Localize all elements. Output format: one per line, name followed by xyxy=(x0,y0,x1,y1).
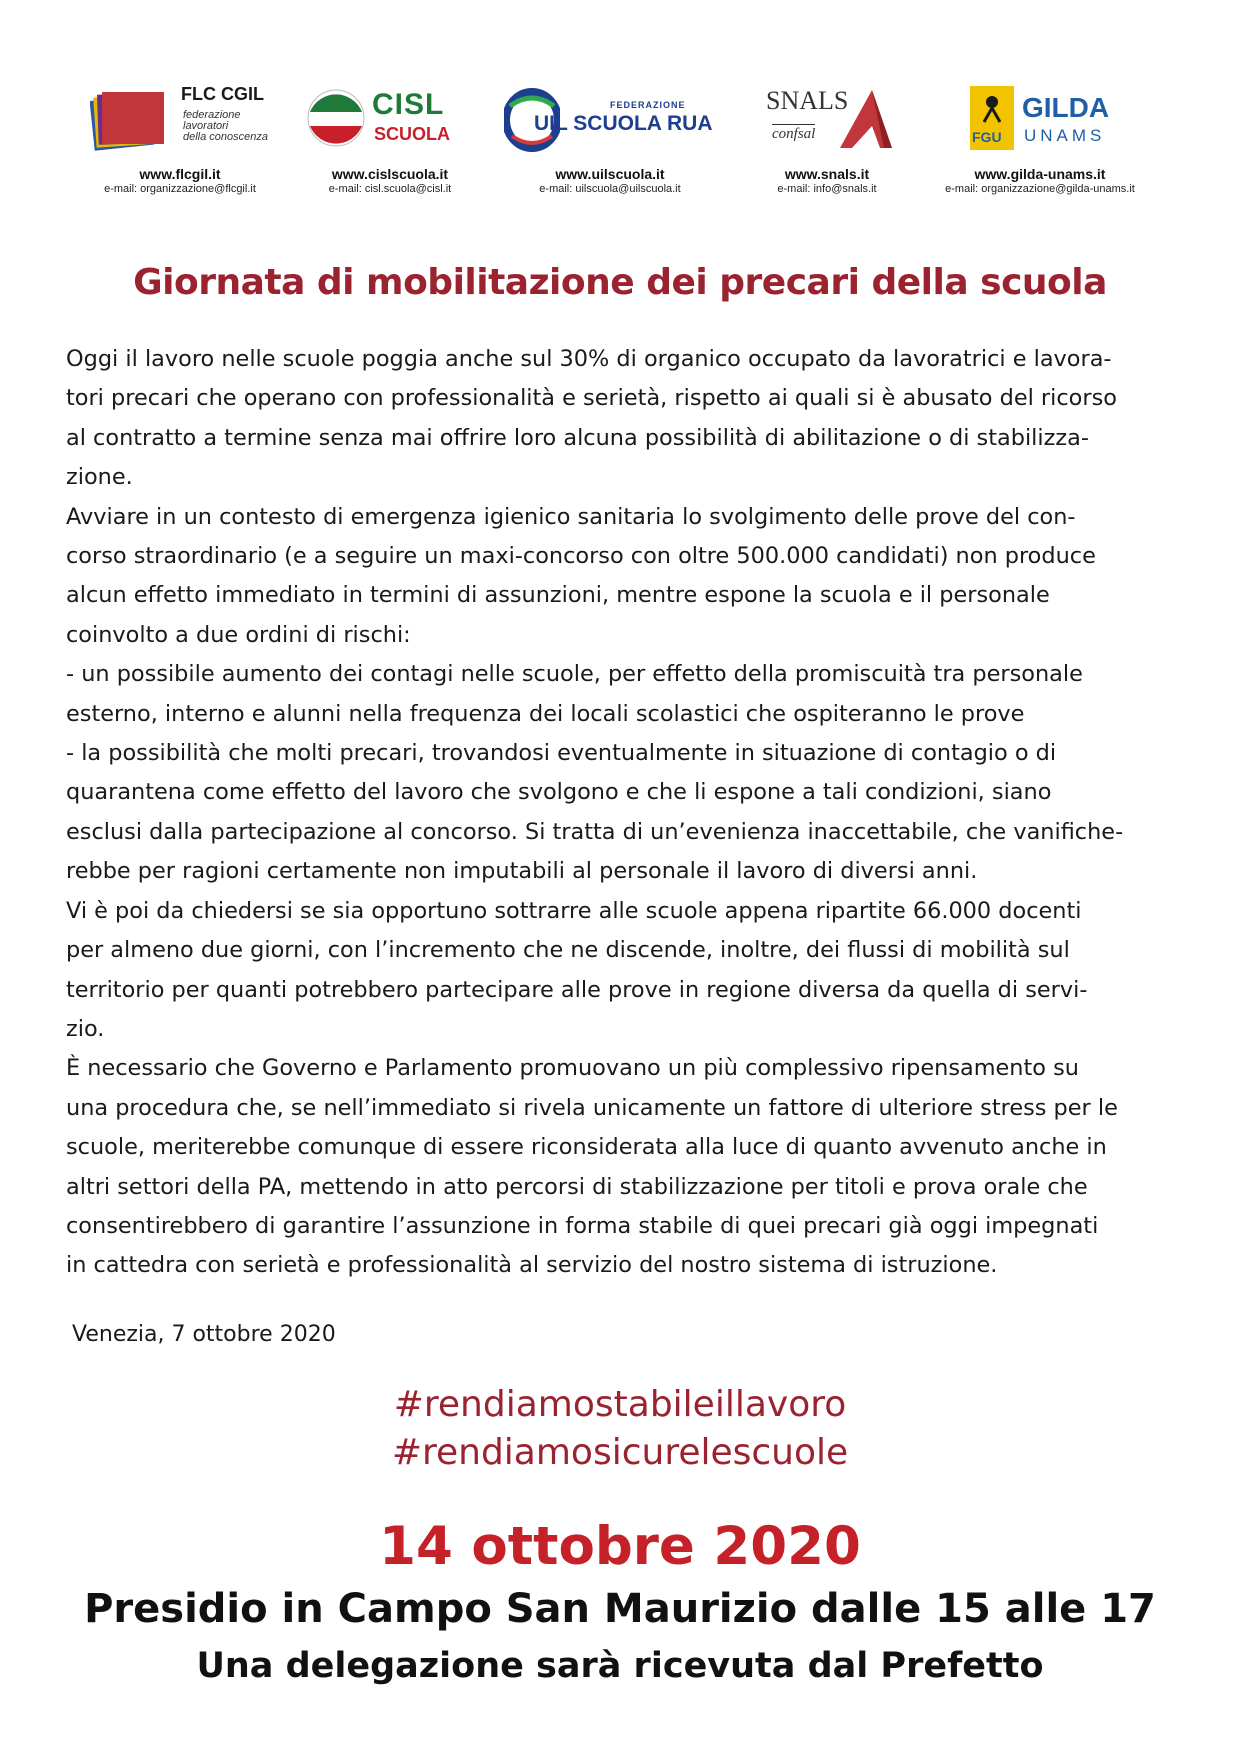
flc-cgil-block xyxy=(85,80,275,195)
snals-website[interactable]: www.snals.it xyxy=(784,166,870,182)
flc-cgil-website[interactable]: www.flcgil.it xyxy=(139,166,221,182)
snals-email[interactable]: e-mail: info@snals.it xyxy=(777,183,877,195)
body-line: rebbe per ragioni certamente non imputabili al personale il lavoro di diversi anni. xyxy=(66,858,978,885)
event-note: Una delegazione sarà ricevuta dal Prefetto xyxy=(196,1646,1044,1686)
body-line: scuole, meriterebbe comunque di essere riconsiderata alla luce di quanto avvenuto anche in xyxy=(66,1134,1107,1161)
cisl-circle-icon xyxy=(306,88,366,148)
uil-wordmark: UIL SCUOLA RUA xyxy=(534,112,713,135)
snals-block xyxy=(752,80,902,195)
gilda-website[interactable]: www.gilda-unams.it xyxy=(974,166,1106,182)
cisl-scuola-website[interactable]: www.cislscuola.it xyxy=(331,166,449,182)
uil-subtitle: FEDERAZIONE xyxy=(610,100,686,110)
snals-logo xyxy=(752,80,902,158)
body-line: quarantena come effetto del lavoro che svolgono e che li espone a tali condizioni, siano xyxy=(66,779,1052,806)
hashtag-stabile[interactable]: #rendiamostabileillavoro xyxy=(393,1384,847,1425)
gilda-logo xyxy=(930,80,1150,158)
body-line: alcun effetto immediato in termini di assunzioni, mentre espone la scuola e il personale xyxy=(66,582,1050,609)
body-line: - la possibilità che molti precari, trovandosi eventualmente in situazione di contagio o di xyxy=(66,740,1057,767)
cisl-scuola-block xyxy=(300,80,480,195)
body-line: altri settori della PA, mettendo in atto percorsi di stabilizzazione per titoli e prova orale che xyxy=(66,1173,1088,1200)
body-line: Avviare in un contesto di emergenza igienico sanitaria lo svolgimento delle prove del con- xyxy=(66,503,1076,530)
body-line: territorio per quanti potrebbero partecipare alle prove in regione diversa da quella di servi- xyxy=(66,976,1088,1003)
gilda-wordmark: GILDA xyxy=(1022,92,1110,123)
document-body xyxy=(66,340,1186,1286)
flc-cgil-subtitle: federazione lavoratori della conoscenza xyxy=(183,109,269,143)
gilda-fgu-label: FGU xyxy=(972,129,1002,145)
cisl-wordmark: CISL xyxy=(372,88,445,121)
body-line: corso straordinario (e a seguire un maxi-concorso con oltre 500.000 candidati) non produce xyxy=(66,543,1096,570)
event-place: Presidio in Campo San Maurizio dalle 15 alle 17 xyxy=(84,1586,1156,1632)
flc-cgil-email[interactable]: e-mail: organizzazione@flcgil.it xyxy=(104,183,256,195)
flc-cgil-flag-icon xyxy=(90,88,170,152)
body-line: consentirebbero di garantire l’assunzione in forma stabile di quei precari già oggi impegnati xyxy=(66,1212,1099,1239)
uil-scuola-block xyxy=(500,80,720,195)
cisl-subtitle: SCUOLA xyxy=(374,124,450,144)
body-line: zio. xyxy=(66,1015,105,1042)
body-line: zione. xyxy=(66,464,133,491)
gilda-subtitle: UNAMS xyxy=(1024,126,1106,145)
uil-scuola-logo xyxy=(500,80,720,158)
snals-subtitle: confsal xyxy=(772,126,816,142)
body-line: per almeno due giorni, con l’incremento che ne discende, inoltre, dei flussi di mobilità sul xyxy=(66,937,1070,964)
body-line: coinvolto a due ordini di rischi: xyxy=(66,621,411,648)
union-logos-header xyxy=(0,0,1240,210)
uil-scuola-website[interactable]: www.uilscuola.it xyxy=(555,166,665,182)
dateline: Venezia, 7 ottobre 2020 xyxy=(72,1322,336,1347)
body-line: Vi è poi da chiedersi se sia opportuno sottrarre alle scuole appena ripartite 66.000 docenti xyxy=(66,897,1082,924)
flc-cgil-wordmark: FLC CGIL xyxy=(181,84,264,104)
body-line: esclusi dalla partecipazione al concorso. Si tratta di un’evenienza inaccettabile, che vanifiche- xyxy=(66,818,1124,845)
flc-cgil-logo xyxy=(85,80,275,158)
body-line: tori precari che operano con professionalità e serietà, rispetto ai quali si è abusato del ricorso xyxy=(66,385,1117,412)
snals-arrow-icon xyxy=(840,90,892,150)
gilda-block xyxy=(930,80,1150,195)
body-line: - un possibile aumento dei contagi nelle scuole, per effetto della promiscuità tra personale xyxy=(66,661,1083,688)
body-line: al contratto a termine senza mai offrire loro alcuna possibilità di abilitazione o di stabilizza- xyxy=(66,424,1089,451)
uil-scuola-email[interactable]: e-mail: uilscuola@uilscuola.it xyxy=(539,183,681,195)
body-line: esterno, interno e alunni nella frequenza dei locali scolastici che ospiteranno le prove xyxy=(66,700,1025,727)
gilda-email[interactable]: e-mail: organizzazione@gilda-unams.it xyxy=(945,183,1135,195)
event-date: 14 ottobre 2020 xyxy=(379,1516,861,1577)
cisl-scuola-email[interactable]: e-mail: cisl.scuola@cisl.it xyxy=(328,183,452,195)
document-title: Giornata di mobilitazione dei precari della scuola xyxy=(133,262,1107,303)
body-line: Oggi il lavoro nelle scuole poggia anche sul 30% di organico occupato da lavoratrici e lavora- xyxy=(66,346,1112,372)
hashtag-sicure[interactable]: #rendiamosicurelescuole xyxy=(391,1432,849,1473)
snals-wordmark: SNALS xyxy=(766,86,849,115)
body-line: una procedura che, se nell’immediato si rivela unicamente un fattore di ulteriore stress per le xyxy=(66,1094,1118,1121)
body-line: in cattedra con serietà e professionalità al servizio del nostro sistema di istruzione. xyxy=(66,1252,998,1279)
cisl-scuola-logo xyxy=(300,80,480,158)
body-line: È necessario che Governo e Parlamento promuovano un più complessivo ripensamento su xyxy=(66,1055,1079,1082)
